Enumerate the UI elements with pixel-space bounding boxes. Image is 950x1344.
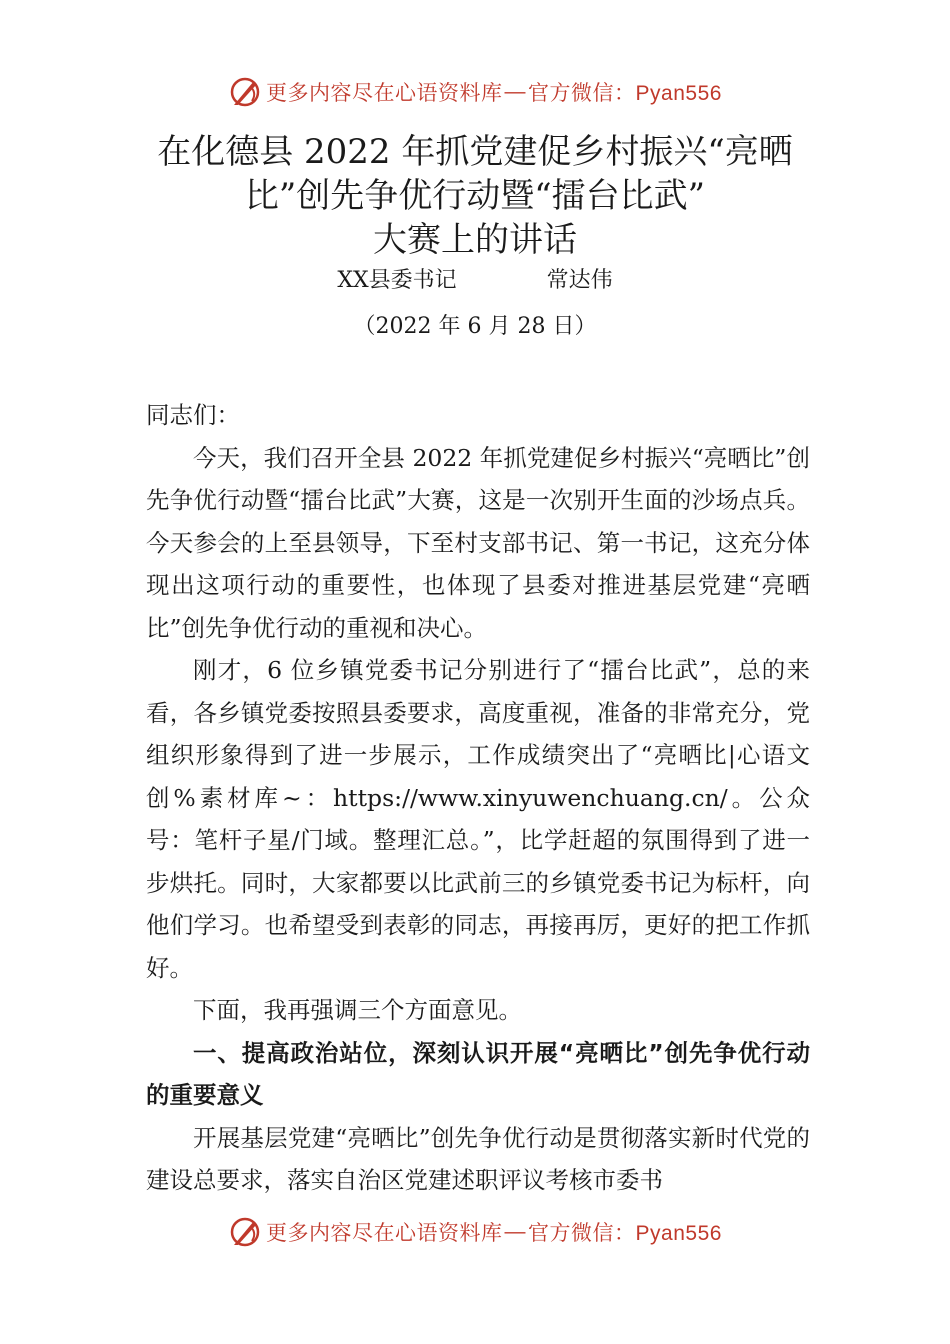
body-paragraph: 下面，我再强调三个方面意见。 — [193, 996, 522, 1024]
author-line — [0, 266, 950, 296]
title-line: 大赛上的讲话 — [373, 220, 577, 260]
body-paragraph: 今天，我们召开全县 2022 年抓党建促乡村振兴“亮晒比”创先争优行动暨“擂台比武”大赛，这是一次别开生面的沙场点兵。今天参会的上至县领导，下至村支部书记、第一书记，这充分体现出这项行动的重要性，也体现了县委对推进基层党建“亮晒比”创先争优行动的重视和决心。 — [146, 443, 810, 642]
banner-text: 更多内容尽在心语资料库 — [266, 82, 503, 105]
body-paragraph: 开展基层党建“亮晒比”创先争优行动是贯彻落实新时代党的建设总要求，落实自治区党建述职评议考核市委书 — [146, 1123, 810, 1194]
banner-wechat: 官方微信：Pyan556 — [528, 82, 722, 105]
title-line: 比”创先争优行动暨“擂台比武” — [244, 176, 706, 216]
document-body — [146, 394, 810, 1202]
greeting: 同志们： — [146, 401, 240, 429]
author-role: XX县委书记 — [337, 268, 457, 293]
quill-logo-icon — [228, 1215, 262, 1249]
header-watermark-banner — [0, 72, 950, 112]
document-title — [100, 130, 850, 262]
banner-wechat: 官方微信：Pyan556 — [528, 1222, 722, 1245]
speech-date: （2022 年 6 月 28 日） — [353, 314, 597, 339]
section-heading: 一、提高政治站位，深刻认识开展“亮晒比”创先争优行动的重要意义 — [146, 1038, 810, 1109]
banner-separator: — — [504, 80, 527, 103]
banner-separator: — — [504, 1220, 527, 1243]
banner-text: 更多内容尽在心语资料库 — [266, 1222, 503, 1245]
footer-watermark-banner — [0, 1212, 950, 1252]
author-name: 常达伟 — [546, 268, 613, 293]
quill-logo-icon — [228, 75, 262, 109]
title-line: 在化德县 2022 年抓党建促乡村振兴“亮晒 — [157, 132, 793, 172]
body-paragraph: 刚才，6 位乡镇党委书记分别进行了“擂台比武”，总的来看，各乡镇党委按照县委要求，高度重视，准备的非常充分，党组织形象得到了进一步展示，工作成绩突出了“亮晒比|心语文创%素材库~：https://www.xinyuwenchuang.cn/。公众号：笔杆子星/门域。整理汇总。”，比学赶超的氛围得到了进一步烘托。同时，大家都要以比武前三的乡镇党委书记为标杆，向他们学习。也希望受到表彰的同志，再接再厉，更好的把工作抓好。 — [146, 656, 810, 982]
